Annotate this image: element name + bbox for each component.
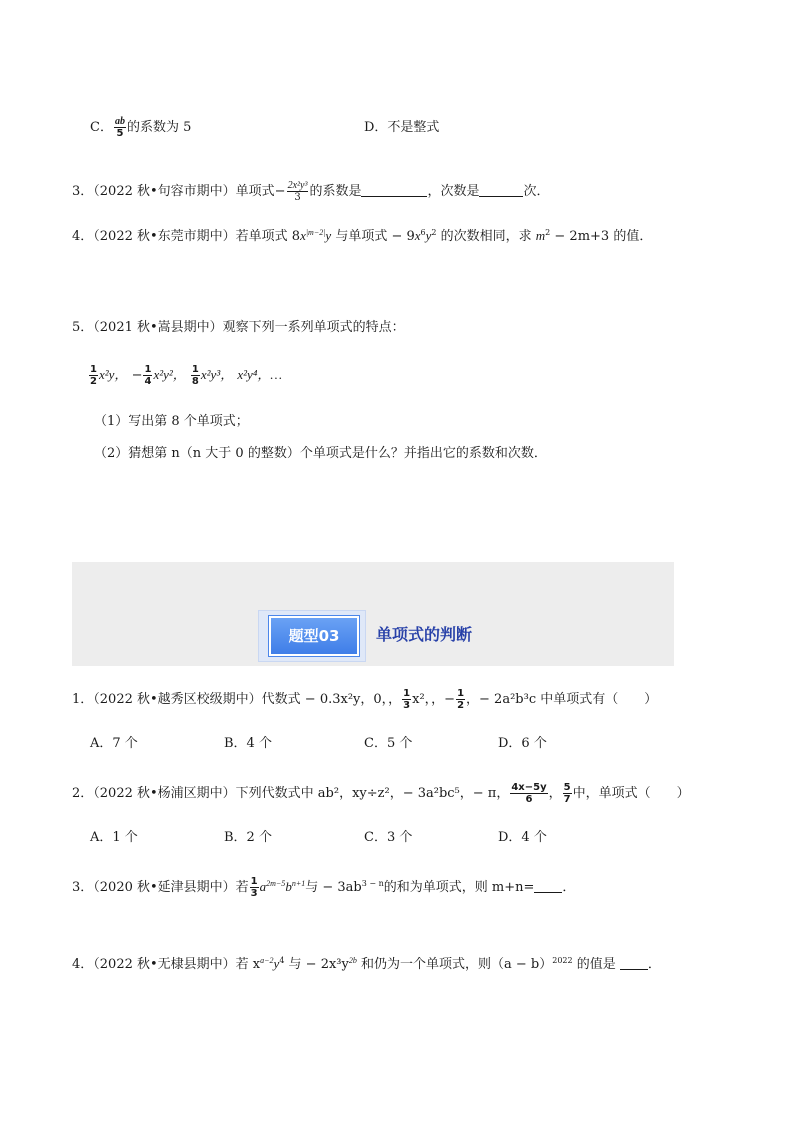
var-a: a — [259, 879, 267, 894]
s2-q1-option-b[interactable]: B．4 个 — [224, 736, 272, 751]
q4-mid2: 的次数相同，求 — [436, 229, 536, 244]
s2-q2-option-b[interactable]: B．2 个 — [224, 830, 272, 845]
s2-q1-option-a[interactable]: A．7 个 — [90, 736, 138, 751]
option-d: D．不是整式 — [364, 120, 440, 135]
seq-frac-2 — [143, 364, 152, 387]
q4-mid: 与 − 2x³y — [284, 957, 349, 972]
s2-q2-option-d[interactable]: D．4 个 — [498, 830, 547, 845]
q3-period: ． — [562, 880, 576, 895]
exponent: 2 — [545, 228, 551, 237]
frac-den: 3 — [250, 888, 258, 899]
exponent: 4 — [279, 956, 285, 965]
exponent: 3 − n — [361, 879, 384, 888]
s2-q1-option-c[interactable]: C．5 个 — [364, 736, 413, 751]
question-5: 5．（2021 秋•嵩县期中）观察下列一系列单项式的特点： — [72, 320, 405, 335]
q4-expr: − 2m+3 的值． — [550, 229, 653, 244]
seq-frac-1 — [89, 364, 98, 387]
answer-blank[interactable] — [620, 955, 648, 970]
exponent: a−2 — [260, 956, 274, 965]
seq-sign: − — [131, 368, 143, 383]
seq-term-2: x²y²， — [153, 367, 186, 382]
exponent: 6 — [420, 228, 426, 237]
s2-question-1 — [72, 688, 657, 711]
q3-mid: 与 − 3ab — [305, 880, 362, 895]
s2-question-2 — [72, 782, 690, 805]
var-y: y — [325, 228, 332, 243]
frac-num: 1 — [144, 364, 152, 375]
seq-term-1: x²y， — [98, 367, 128, 382]
s2-q1-option-d[interactable]: D．6 个 — [498, 736, 547, 751]
q3-prefix: 3．（2020 秋•延津县期中）若 — [72, 880, 249, 895]
var-m: m — [535, 228, 546, 243]
frac-den: 2 — [457, 700, 465, 711]
option-c-text: 的系数为 5 — [126, 120, 192, 135]
q2-fraction-2 — [563, 782, 572, 805]
frac-num: 1 — [457, 688, 465, 699]
q2-fraction — [510, 782, 547, 805]
s2-question-3 — [72, 876, 575, 899]
q3-end: 的和为单项式，则 m+n= — [383, 880, 535, 895]
q4-mid: 与单项式 − 9 — [331, 229, 415, 244]
var-y: y — [273, 956, 280, 971]
frac-den: 4 — [144, 376, 152, 387]
q4-mid2: 和仍为一个单项式，则（a − b） — [356, 957, 553, 972]
exponent: 2b — [348, 956, 357, 965]
option-c-label: C． — [90, 120, 113, 135]
exponent: 2022 — [552, 956, 573, 965]
q1-fraction — [402, 688, 411, 711]
q1-mid: x²，，− — [412, 692, 456, 707]
q4-end: 的值是 — [572, 957, 620, 972]
q1-end: ，− 2a²b³c 中单项式有（ ） — [466, 692, 658, 707]
s2-question-4 — [72, 954, 661, 975]
s2-q2-option-a[interactable]: A．1 个 — [90, 830, 138, 845]
section-banner — [72, 562, 674, 666]
q2-comma: ， — [548, 786, 562, 801]
frac-num: 4x−5y — [511, 782, 547, 793]
seq-frac-3 — [191, 364, 200, 387]
exponent: 2 — [431, 228, 437, 237]
s2-q2-option-c[interactable]: C．3 个 — [364, 830, 413, 845]
option-c — [90, 116, 191, 139]
exponent: n+1 — [291, 879, 306, 888]
question-4 — [72, 226, 652, 247]
q3-mid: 的系数是 — [309, 184, 362, 199]
answer-blank[interactable] — [361, 182, 427, 197]
frac-num: 5 — [563, 782, 571, 793]
var-x: x — [414, 228, 421, 243]
section-title: 单项式的判断 — [376, 625, 473, 644]
q5-sub-1: （1）写出第 8 个单项式； — [94, 414, 249, 429]
q3-mid2: ，次数是 — [427, 184, 480, 199]
answer-blank[interactable] — [534, 878, 562, 893]
q3-fraction — [250, 876, 259, 899]
exponent: 2m−5 — [266, 879, 286, 888]
var-y: y — [425, 228, 432, 243]
seq-term-3: x²y³， — [200, 367, 234, 382]
q3-end: 次． — [523, 184, 550, 199]
var-b: b — [285, 879, 292, 894]
option-c-fraction — [114, 116, 126, 139]
var-x: x — [300, 228, 306, 243]
frac-den: 2 — [90, 376, 97, 387]
frac-num: 1 — [250, 876, 258, 887]
frac-den: 5 — [116, 128, 124, 139]
q3-minus: − — [274, 184, 286, 199]
exponent: |m−2| — [305, 228, 326, 237]
frac-den: 8 — [191, 376, 199, 387]
frac-num: 1 — [403, 688, 411, 699]
q3-prefix: 3．（2022 秋•句容市期中）单项式 — [72, 184, 275, 199]
q3-fraction — [287, 180, 309, 203]
frac-den: 7 — [563, 794, 571, 805]
q5-sub-2: （2）猜想第 n（n 大于 0 的整数）个单项式是什么？并指出它的系数和次数． — [94, 446, 547, 461]
section-badge: 题型03 — [269, 616, 359, 656]
q1-fraction-2 — [456, 688, 465, 711]
frac-den: 3 — [403, 700, 411, 711]
q2-prefix: 2．（2022 秋•杨浦区期中）下列代数式中 ab²，xy÷z²，− 3a²bc⁵，− π， — [72, 786, 510, 801]
question-3 — [72, 180, 549, 203]
q1-prefix: 1．（2022 秋•越秀区校级期中）代数式 − 0.3x²y，0，， — [72, 692, 402, 707]
q2-end: 中，单项式（ ） — [572, 786, 690, 801]
frac-num: ab — [114, 116, 125, 127]
frac-num: 2x²y³ — [287, 180, 308, 191]
q4-period: ． — [647, 957, 661, 972]
frac-num: 1 — [191, 364, 199, 375]
frac-den: 3 — [294, 192, 301, 203]
answer-blank[interactable] — [479, 182, 523, 197]
q5-sequence — [88, 364, 282, 387]
frac-den: 6 — [525, 794, 533, 805]
frac-num: 1 — [90, 364, 97, 375]
seq-term-4: x²y⁴，… — [237, 367, 282, 382]
q4-prefix: 4．（2022 秋•东莞市期中）若单项式 8 — [72, 229, 301, 244]
q4-prefix: 4．（2022 秋•无棣县期中）若 x — [72, 957, 261, 972]
